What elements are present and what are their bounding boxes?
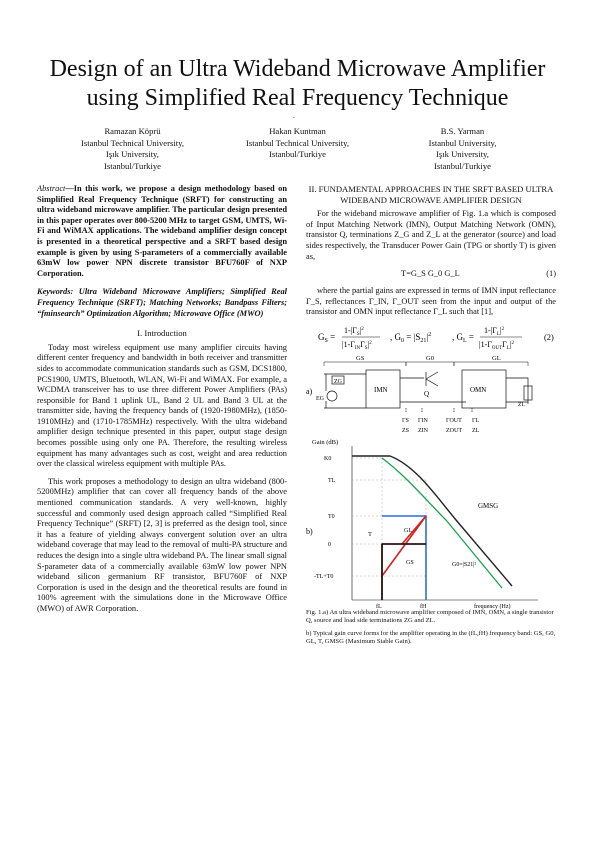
caption-b: b) Typical gain curve forms for the amplifier operating in the (fL,fH) frequency band: GS, G0, GL, T, GMSG (Maximum Stable Gain). bbox=[306, 629, 556, 646]
left-column bbox=[37, 184, 287, 615]
author-1 bbox=[50, 126, 215, 172]
affiliation: Işık University, bbox=[106, 149, 159, 159]
xtick-fh: fH bbox=[420, 603, 427, 610]
abstract bbox=[37, 184, 287, 279]
label-t: T bbox=[368, 530, 372, 538]
title-mark: . bbox=[293, 112, 295, 120]
keywords: Keywords: Ultra Wideband Microwave Amplifiers; Simplified Real Frequency Technique (SRFT); Matching Networks; Bandpass Filters; “fminsearch” Optimization Algorithm; Microwave Office (MWO) bbox=[37, 287, 287, 318]
ytick-tl: TL bbox=[328, 477, 336, 484]
eq2-gs-den: $|1-\Gamma_{IN}\Gamma_S|^2$ bbox=[342, 339, 372, 351]
z-in: ZIN bbox=[418, 427, 428, 434]
author-name: Ramazan Köprü bbox=[104, 126, 161, 136]
label-gmsg: GMSG bbox=[478, 501, 499, 510]
z-l: ZL bbox=[472, 427, 480, 434]
gamma-out: ΓOUT bbox=[446, 417, 462, 424]
gl-label: GL bbox=[492, 354, 501, 362]
affiliation: Istanbul Technical University, bbox=[81, 137, 184, 148]
zl-load: ZL bbox=[518, 401, 525, 408]
intro-paragraph-1: Today most wireless equipment use many amplifier circuits having different center frequency and bandwidth in both receiver and transmitter sides to accommodate communication standards such as GSM, DCS1800, PCS1900, UMTS, Bluetooth, WLAN, Wi-Fi and WiMAX. For example, a WCDMA transceiver has to use three different Power Amplifiers (PAs) responsible for Band 1 uplink UL, Band 2 UL and Band 3 UL at the transmitter side, having the frequency bands of (1920-1980MHz), (1850-1910MHz) and (1710-1785MHz) respectively. With the ultra wideband amplifier design technique presented in this paper, output stage design becomes possible using only one PA. Therefore, the resulting wireless equipment has many advantages such as cost, weight and area reduction over the classical wireless equipment with multiple PAs. bbox=[37, 342, 287, 469]
eq2-gs: $G_S$ = bbox=[318, 331, 336, 344]
author-name: Hakan Kuntman bbox=[269, 126, 326, 136]
transistor-q: Q bbox=[424, 389, 430, 398]
gamma-in: ΓIN bbox=[418, 417, 428, 424]
ytick-t0: T0 bbox=[328, 513, 335, 520]
label-g0: G0=|S21|² bbox=[452, 561, 477, 568]
curve-t-box bbox=[382, 544, 426, 600]
equation-2 bbox=[306, 320, 556, 354]
ytick-k0: K0 bbox=[324, 455, 332, 462]
imn-box: IMN bbox=[374, 385, 388, 394]
section-heading-intro: I. Introduction bbox=[137, 328, 187, 339]
eg-label: EG bbox=[316, 395, 324, 402]
label-gs: GS bbox=[406, 559, 414, 566]
y-axis-label: Gain (dB) bbox=[312, 438, 339, 446]
affiliation: Istanbul/Turkiye bbox=[104, 160, 161, 171]
fundamentals-paragraph-1: For the wideband microwave amplifier of Fig. 1.a which is composed of Input Matching Network (IMN), Output Matching Network (OMN), transistor Q, terminations Z_G and Z_L at the generator (source) and load sides respectively, the Transducer Power Gain (TPG or shortly T) is given as, bbox=[306, 209, 556, 261]
right-column bbox=[306, 184, 556, 647]
figure-caption bbox=[306, 609, 556, 647]
author-2 bbox=[215, 126, 380, 172]
equation-1-body: T=G_S G_0 G_L bbox=[401, 268, 460, 278]
equation-1 bbox=[306, 262, 556, 286]
equation-2-number: (2) bbox=[544, 332, 554, 342]
fig-a-label: a) bbox=[306, 386, 313, 396]
x-axis-label: frequency (Hz) bbox=[474, 603, 511, 610]
fig-b-label: b) bbox=[306, 526, 313, 536]
paper-title: Design of an Ultra Wideband Microwave Amplifier using Simplified Real Frequency Technique bbox=[49, 56, 546, 111]
zg-label: ZG bbox=[334, 378, 342, 385]
equation-1-number: (1) bbox=[546, 268, 556, 278]
affiliation: Istanbul University, bbox=[428, 137, 497, 148]
ytick-neg: -TL+T0 bbox=[314, 573, 334, 580]
intro-paragraph-2: This work proposes a methodology to design an ultra wideband (800-5200MHz) amplifier that can cover all frequency bands of the above mentioned communication standards. A very well-known, highly successful and commonly used design approach called “Simplified Real Frequency Technique” (SRFT) [2, 3] is preferred as the design tool, since it has a feature of yielding always convergent solution over an ultra wideband coverage that may lead to the removal of multi-PA structure and reduces the design into a single ultra wideband PA. The linear small signal S-parameter data of a commercially available 63mW low power NPN wideband silicon germanium RF transistor, BFU760F of NXP Corporation is used in the design and the theoretical results are found in 100% agreement with the simulations done in the Microwave Office (MWO) of AWR Corporation. bbox=[37, 476, 287, 613]
affiliation: Işık University, bbox=[436, 149, 489, 159]
figure-1a-circuit bbox=[306, 356, 556, 434]
eq2-gs-num: $1-|\Gamma_S|^2$ bbox=[344, 325, 364, 337]
curve-gl bbox=[382, 516, 426, 576]
curve-gmsg bbox=[352, 456, 512, 586]
z-s: ZS bbox=[402, 427, 410, 434]
author-block bbox=[50, 126, 545, 172]
z-out: ZOUT bbox=[446, 427, 462, 434]
affiliation: Istanbul/Turkiye bbox=[269, 149, 326, 159]
caption-a: Fig. 1.a) An ultra wideband microwave amplifier composed of IMN, OMN, a single transistor Q, source and load side terminations ZG and ZL. bbox=[306, 608, 554, 625]
eq2-gl-num: $1-|\Gamma_L|^2$ bbox=[484, 325, 505, 337]
abstract-label: Abstract bbox=[37, 184, 66, 193]
eq2-g0: , $G_0 = |S_{21}|^2$ bbox=[390, 331, 432, 344]
gamma-l: ΓL bbox=[472, 417, 480, 424]
ytick-zero: 0 bbox=[328, 541, 331, 548]
g0-label: G0 bbox=[426, 354, 434, 362]
affiliation: Istanbul Technical University, bbox=[246, 137, 349, 148]
xtick-fl: fL bbox=[376, 603, 382, 610]
curve-g0 bbox=[382, 458, 502, 588]
eq2-gl: , $G_L$ = bbox=[452, 331, 474, 344]
author-3 bbox=[380, 126, 545, 172]
omn-box: OMN bbox=[470, 385, 487, 394]
eq2-gl-den: $|1-\Gamma_{OUT}\Gamma_L|^2$ bbox=[479, 339, 514, 351]
gs-label: GS bbox=[356, 354, 365, 362]
author-name: B.S. Yarman bbox=[440, 126, 485, 136]
section-heading-fundamentals: II. FUNDAMENTAL APPROACHES IN THE SRFT BASED ULTRA WIDEBAND MICROWAVE AMPLIFIER DESIGN bbox=[308, 184, 554, 205]
abstract-text: —In this work, we propose a design methodology based on Simplified Real Frequency Technique (SRFT) for constructing an ultra wideband microwave amplifier. The particular design presented in this paper operates over 800-5200 MHz to target GSM, UMTS, Wi-Fi and WiMAX applications. The wideband amplifier design concept is presented in a theoretical perspective and a SRFT based design example is given by using S-parameters of a commercially available 63mW low power NPN discrete transistor BFU760F of NXP Corporation. bbox=[37, 184, 287, 278]
fundamentals-paragraph-2: where the partial gains are expressed in terms of IMN input reflectance Γ_S, reflectances Γ_IN, Γ_OUT seen from the input and output of the transistor and OMN input reflectance Γ_L such that [1], bbox=[306, 286, 556, 317]
gamma-s: ΓS bbox=[402, 417, 409, 424]
figure-1b-gain-curves bbox=[306, 436, 556, 610]
label-gl: GL bbox=[404, 527, 412, 534]
affiliation: Istanbul/Turkiye bbox=[434, 160, 491, 171]
